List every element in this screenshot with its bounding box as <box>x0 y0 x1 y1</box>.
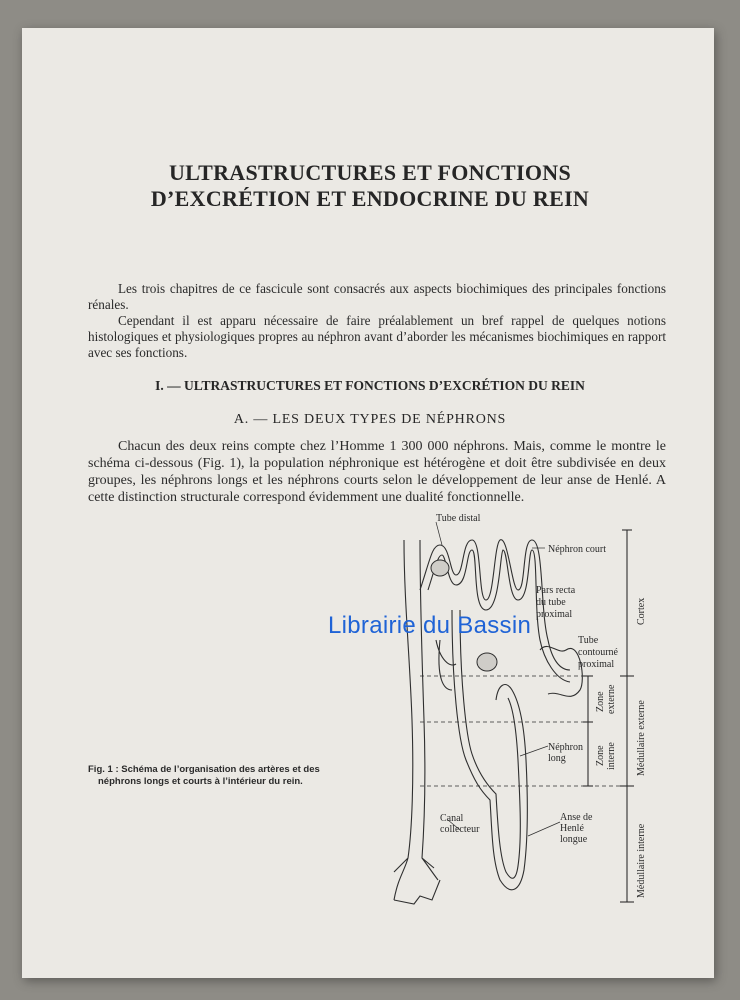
glomerulus-court <box>431 560 449 576</box>
intro-paragraph-2: Cependant il est apparu nécessaire de faire préalablement un bref rappel de quelques notions histologiques et physiologiques propres au néphron avant d’aborder les mécanismes biochimiques en rapport avec ses fonctions. <box>88 313 666 360</box>
zone-medullaire-interne: Médullaire interne <box>636 823 647 898</box>
glomerulus-long <box>477 653 497 671</box>
anse-henle-inner <box>460 610 520 878</box>
label-tube-2: contourné <box>578 647 618 658</box>
label-anse-2: Henlé <box>560 823 584 834</box>
leader-tube-distal <box>436 522 442 545</box>
leader-nephron-long <box>520 746 548 756</box>
label-pars-recta-3: proximal <box>536 609 573 620</box>
leader-anse <box>528 822 560 836</box>
label-tube-1: Tube <box>578 635 599 646</box>
zone-interne-1: Zone <box>595 745 606 766</box>
caption-line-1: Fig. 1 : Schéma de l’organisation des artères et des <box>88 764 320 775</box>
section-heading: I. — ULTRASTRUCTURES ET FONCTIONS D’EXCRÉTION DU REIN <box>155 378 585 393</box>
label-anse-1: Anse de <box>560 812 593 823</box>
intro-paragraph-1: Les trois chapitres de ce fascicule sont consacrés aux aspects biochimiques des principales fonctions rénales. <box>88 281 666 312</box>
label-nephron-court: Néphron court <box>548 544 607 555</box>
subsection-heading: A. — LES DEUX TYPES DE NÉPHRONS <box>233 412 507 427</box>
zone-cortex: Cortex <box>636 597 647 625</box>
label-tube-distal: Tube distal <box>436 513 481 524</box>
figure-caption <box>88 764 368 788</box>
label-pars-recta-2: du tube <box>536 597 566 608</box>
label-anse-3: longue <box>560 834 588 845</box>
tube-contourne <box>540 646 582 696</box>
label-pars-recta-1: Pars recta <box>536 585 576 596</box>
title-line-1: ULTRASTRUCTURES ET FONCTIONS <box>168 160 572 185</box>
body-paragraph: Chacun des deux reins compte chez l’Homme 1 300 000 néphrons. Mais, comme le montre le schéma ci-dessous (Fig. 1), la population néphronique est hétérogène et doit être subdivisée en deux groupes, les néphrons longs et les néphrons courts selon le développement de leur anse de Henlé. A cette distinction structurale correspond évidemment une dualité fonctionnelle. <box>88 439 666 505</box>
zone-interne-2: interne <box>606 742 617 770</box>
watermark: Librairie du Bassin <box>328 612 532 639</box>
title-line-2: D’EXCRÉTION ET ENDOCRINE DU REIN <box>150 186 590 211</box>
zone-externe-1: Zone <box>595 691 606 712</box>
canal-collecteur <box>394 540 438 900</box>
zone-medullaire-externe: Médullaire externe <box>636 700 647 776</box>
zone-externe-2: externe <box>606 684 617 714</box>
label-canal-1: Canal <box>440 813 464 824</box>
anse-henle-longue <box>452 610 527 890</box>
label-canal-2: collecteur <box>440 824 480 835</box>
canal-base <box>394 880 440 904</box>
label-tube-3: proximal <box>578 659 615 670</box>
label-nephron-long-1: Néphron <box>548 742 583 753</box>
caption-line-2: néphrons longs et courts à l’intérieur du rein. <box>98 776 303 787</box>
label-nephron-long-2: long <box>548 753 566 764</box>
